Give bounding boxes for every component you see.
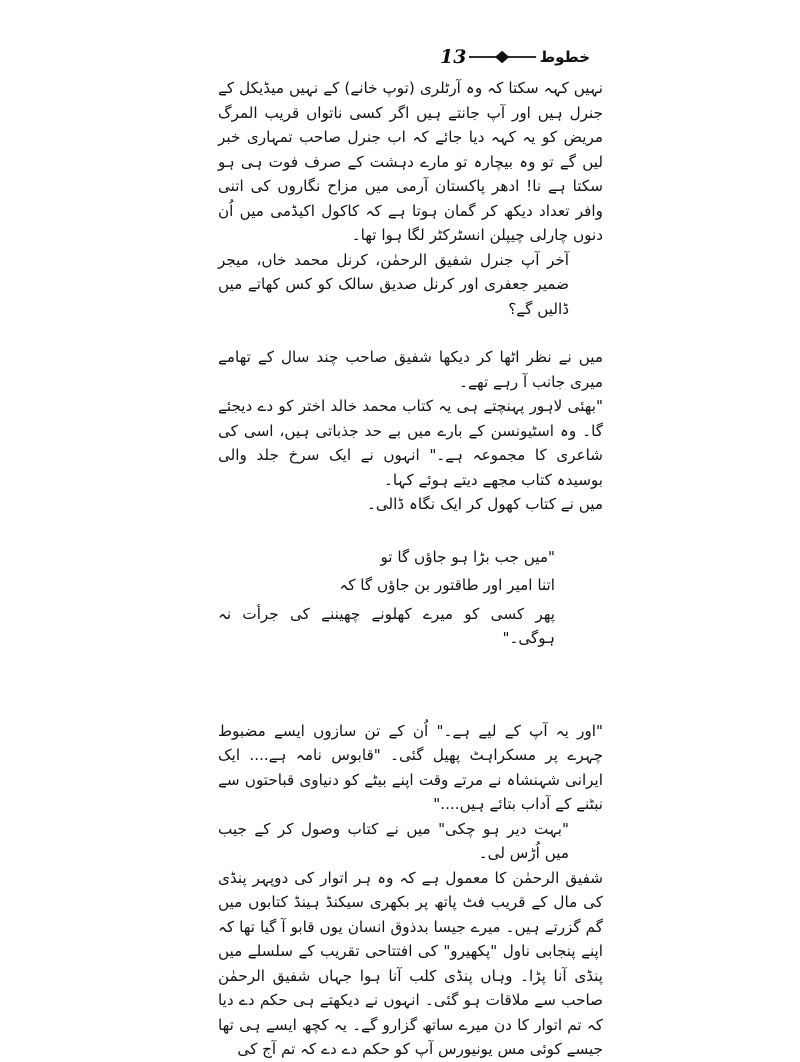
spacer — [218, 517, 603, 541]
paragraph-intro: نہیں کہہ سکتا کہ وہ آرٹلری (توپ خانے) کے نہیں میڈیکل کے جنرل ہیں اور آپ جانتے ہیں اگر کسی ناتواں قریب المرگ مریض کو یہ کہہ دیا جائے کہ اب جنرل صاحب تمہاری خبر لیں گے تو وہ بیچارہ تو مارے دہشت کے صرف فوت ہی ہو سکتا ہے نا! ادھر پاکستان آرمی میں مزاح نگاروں کی اتنی وافر تعداد دیکھ کر گمان ہوتا ہے کہ کاکول اکیڈمی میں اُن دنوں چارلی چیپلن انسٹرکٹر لگا ہوا تھا۔ — [218, 79, 603, 244]
spacer — [218, 655, 603, 719]
paragraph-glance: میں نے نظر اٹھا کر دیکھا شفیق صاحب چند سال کے تھامے میری جانب آ رہے تھے۔ — [218, 348, 603, 391]
poem-line: "میں جب بڑا ہو جاؤں گا تو — [380, 547, 555, 566]
paragraph-question: آخر آپ جنرل شفیق الرحمٰن، کرنل محمد خاں، میجر ضمیر جعفری اور کرنل صدیق سالک کو کس کھاتے میں ڈالیں گے؟ — [218, 250, 569, 318]
poem-block — [218, 545, 603, 651]
paragraph-late: "بہت دیر ہو چکی" میں نے کتاب وصول کر کے جیب میں اُڑس لی۔ — [218, 819, 569, 862]
paragraph-qabus: "اور یہ آپ کے لیے ہے۔" اُن کے تن سازوں ایسے مضبوط چہرے پر مسکراہٹ پھیل گئی۔ "قابوس نامہ ہے.... ایک ایرانی شہنشاہ نے مرتے وقت اپنے بیٹے کو دنیاوی قباحتوں سے نبٹنے کے آداب بتائے ہیں...." — [218, 721, 603, 813]
page-header — [440, 42, 590, 72]
page-number: 13 — [440, 46, 467, 68]
poem-line: اتنا امیر اور طاقتور بن جاؤں گا کہ — [339, 576, 555, 594]
poem-line: پھر کسی کو میرے کھلونے چھیننے کی جرأت نہ ہوگی۔" — [218, 604, 555, 647]
header-ornament-icon — [469, 49, 536, 65]
spacer — [218, 321, 603, 345]
paragraph-dialogue: "بھئی لاہور پہنچتے ہی یہ کتاب محمد خالد اختر کو دے دیجئے گا۔ وہ اسٹیونسن کے بارے میں بے حد جذباتی ہیں، اسی کی شاعری کا مجموعہ ہے۔" انہوں نے ایک سرخ جلد والی بوسیدہ کتاب مجھے دیتے ہوئے کہا۔ — [218, 397, 603, 489]
paragraph-open-book: میں نے کتاب کھول کر ایک نگاہ ڈالی۔ — [366, 495, 603, 513]
running-title: خطوط — [539, 48, 590, 66]
page-body — [218, 76, 603, 1062]
paragraph-sunday: شفیق الرحمٰن کا معمول ہے کہ وہ ہر اتوار کی دوپہر پنڈی کی مال کے قریب فٹ پاتھ پر بکھری سیکنڈ ہینڈ کتابوں میں گم گزرتے ہیں۔ میرے جیسا بدذوق انسان یوں قابو آ گیا تھا کہ اپنے پنجابی ناول "پکھیرو" کی افتتاحی تقریب کے سلسلے میں پنڈی آنا پڑا۔ وہاں پنڈی کلب آنا ہوا جہاں شفیق الرحمٰن صاحب سے ملاقات ہو گئی۔ انہوں نے دیکھتے ہی حکم دے دیا کہ تم اتوار کا دن میرے ساتھ گزارو گے۔ یہ کچھ ایسے ہی تھا جیسے کوئی مس یونیورس آپ کو حکم دے دے کہ تم آج کی — [218, 868, 603, 1058]
